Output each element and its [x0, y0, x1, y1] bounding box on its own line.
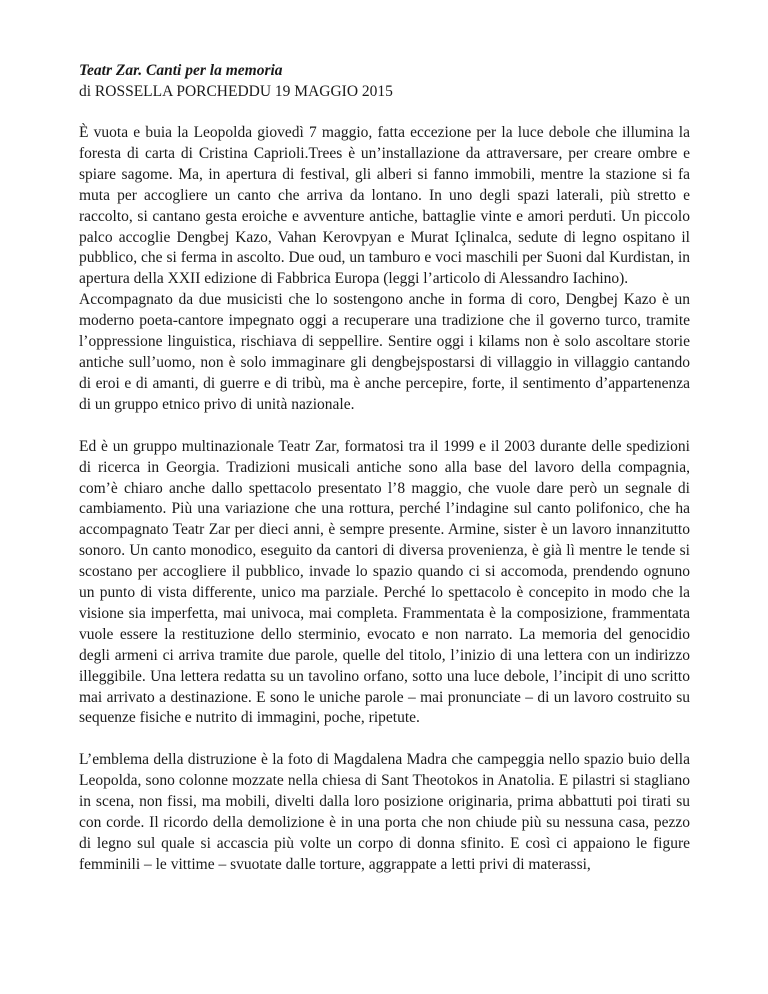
document-page	[79, 60, 690, 876]
paragraph-2: Accompagnato da due musicisti che lo sostengono anche in forma di coro, Dengbej Kazo è un moderno poeta-cantore impegnato oggi a recuperare una tradizione che il governo turco, tramite l’oppressione linguistica, rischiava di seppellire. Sentire oggi i kilams non è solo ascoltare storie antiche sull’uomo, non è solo immaginare gli dengbejspostarsi di villaggio in villaggio cantando di eroi e di amanti, di guerre e di tribù, ma è anche percepire, forte, il sentimento d’appartenenza di un gruppo etnico privo di unità nazionale.	[79, 291, 690, 413]
paragraph-3: Ed è un gruppo multinazionale Teatr Zar, formatosi tra il 1999 e il 2003 durante delle spedizioni di ricerca in Georgia. Tradizioni musicali antiche sono alla base del lavoro della compagnia, com’è chiaro anche dallo spettacolo presentato l’8 maggio, che vuole dare però un segnale di cambiamento. Più una variazione che una rottura, perché l’indagine sul canto polifonico, che ha accompagnato Teatr Zar per dieci anni, è sempre presente. Armine, sister è un lavoro innanzitutto sonoro. Un canto monodico, eseguito da cantori di diversa provenienza, è già lì mentre le tende si scostano per accogliere il pubblico, invade lo spazio quando ci si accomoda, prendendo ognuno un punto di vista differente, unico ma parziale. Perché lo spettacolo è concepito in modo che la visione sia imperfetta, mai univoca, mai completa. Frammentata è la composizione, frammentata vuole essere la restituzione dello sterminio, evocato e non narrato. La memoria del genocidio degli armeni ci arriva tramite due parole, quelle del titolo, l’inizio di una lettera con un indirizzo illeggibile. Una lettera redatta su un tavolino orfano, sotto una luce debole, l’incipit di uno scritto mai arrivato a destinazione. E sono le uniche parole – mai pronunciate – di un lavoro costruito su sequenze fisiche e nutrito di immagini, poche, ripetute.	[79, 437, 690, 727]
paragraph-1: È vuota e buia la Leopolda giovedì 7 maggio, fatta eccezione per la luce debole che illumina la foresta di carta di Cristina Caprioli.Trees è un’installazione da attraversare, per creare ombre e spiare sagome. Ma, in apertura di festival, gli alberi si fanno immobili, mentre la stazione si fa muta per accogliere un canto che arriva da lontano. In uno degli spazi laterali, più stretto e raccolto, si cantano gesta eroiche e avventure antiche, battaglie vinte e amori perduti. Un piccolo palco accoglie Dengbej Kazo, Vahan Kerovpyan e Murat Içlinalca, sedute di legno ospitano il pubblico, che si ferma in ascolto. Due oud, un tamburo e voci maschili per Suoni dal Kurdistan, in apertura della XXII edizione di Fabbrica Europa (leggi l’articolo di Alessandro Iachino).	[79, 124, 690, 288]
paragraph-4: L’emblema della distruzione è la foto di Magdalena Madra che campeggia nello spazio buio della Leopolda, sono colonne mozzate nella chiesa di Sant Theotokos in Anatolia. E pilastri si stagliano in scena, non fissi, ma mobili, divelti dalla loro posizione originaria, prima abbattuti poi tirati su con corde. Il ricordo della demolizione è in una porta che non chiude più su nessuna casa, pezzo di legno sul quale si accascia più volte un corpo di donna sfinito. E così ci appaiono le figure femminili – le vittime – svuotate dalle torture, aggrappate a letti privi di materassi,	[79, 751, 690, 873]
article-title: Teatr Zar. Canti per la memoria	[79, 62, 283, 79]
article-byline: di ROSSELLA PORCHEDDU 19 MAGGIO 2015	[79, 83, 393, 100]
